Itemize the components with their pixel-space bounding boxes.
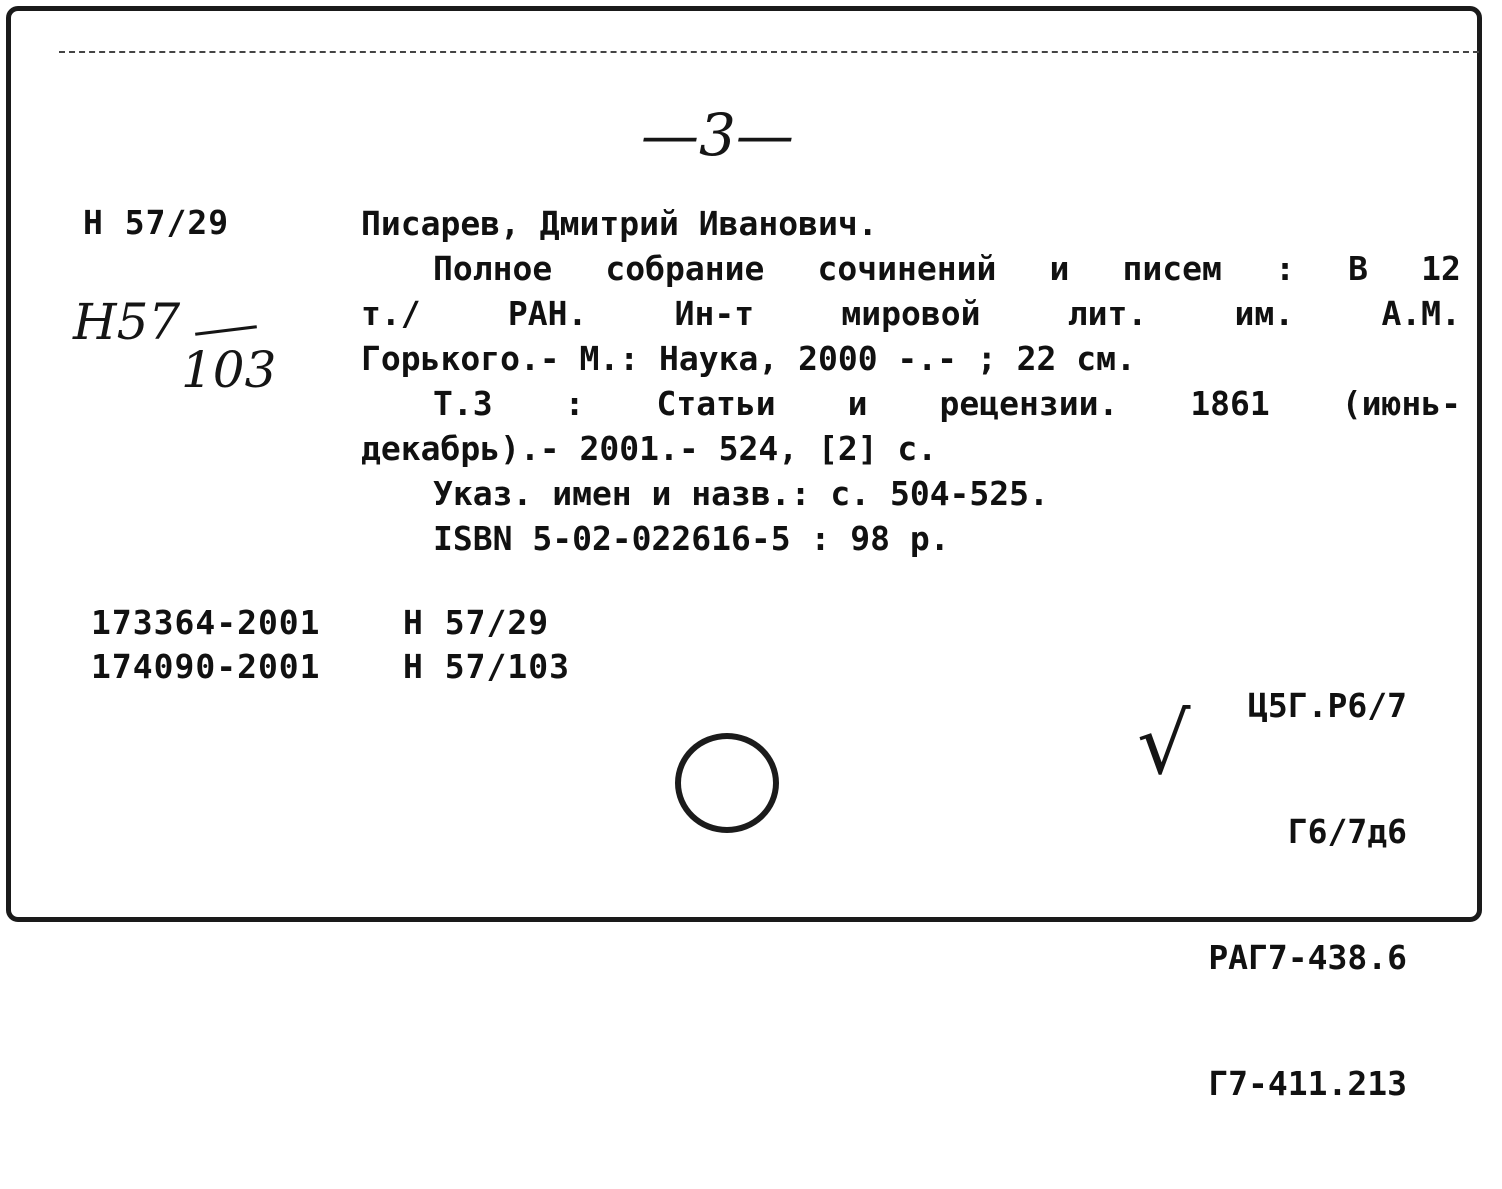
word: 12 <box>1421 249 1461 288</box>
volume-line-2: декабрь).- 2001.- 524, [2] с. <box>361 429 938 468</box>
word: Т.3 <box>433 384 493 423</box>
word: собрание <box>605 249 765 288</box>
handwritten-fraction-line <box>195 325 257 336</box>
bibliographic-entry <box>361 201 1461 561</box>
word: мировой <box>841 294 981 333</box>
inventory-shelf-1: Н 57/29 <box>403 603 550 642</box>
handwritten-shelf-bottom: 103 <box>181 341 277 399</box>
word: и <box>847 384 868 423</box>
card-punch-hole <box>675 733 779 833</box>
word: Полное <box>433 249 553 288</box>
word: т./ <box>361 294 421 333</box>
word: и <box>1049 249 1070 288</box>
word: лит. <box>1067 294 1148 333</box>
classification-code: РАГ7-438.6 <box>1208 938 1407 977</box>
word: В <box>1348 249 1368 288</box>
top-rule <box>59 51 1479 53</box>
title-line-2 <box>361 291 1461 336</box>
word: : <box>1275 249 1295 288</box>
classification-code: Ц5Г.Р6/7 <box>1248 686 1407 725</box>
word: А.М. <box>1381 294 1461 333</box>
inventory-shelf-2: Н 57/103 <box>403 647 570 686</box>
word: рецензии. <box>939 384 1119 423</box>
word: (июнь- <box>1341 384 1461 423</box>
word: сочинений <box>817 249 997 288</box>
index-note: Указ. имен и назв.: с. 504-525. <box>433 474 1049 513</box>
shelf-mark: Н 57/29 <box>83 203 230 242</box>
inventory-number-2: 174090-2001 <box>91 647 321 686</box>
classification-code: Г6/7д6 <box>1287 812 1407 851</box>
word: Статьи <box>656 384 776 423</box>
word: писем <box>1122 249 1222 288</box>
title-line-1 <box>361 246 1461 291</box>
author-heading: Писарев, Дмитрий Иванович. <box>361 204 878 243</box>
inventory-number-1: 173364-2001 <box>91 603 321 642</box>
word: Ин-т <box>674 294 755 333</box>
word: 1861 <box>1190 384 1270 423</box>
classification-code: Г7-411.213 <box>1208 1064 1407 1103</box>
word: РАН. <box>507 294 588 333</box>
classification-codes <box>1208 601 1407 1189</box>
word: им. <box>1234 294 1295 333</box>
check-mark: √ <box>1137 695 1191 793</box>
catalog-card <box>6 6 1482 1103</box>
volume-line-1 <box>361 381 1461 426</box>
word: : <box>564 384 585 423</box>
handwritten-shelf-top: Н57 <box>73 293 181 351</box>
isbn-line: ISBN 5-02-022616-5 : 98 р. <box>433 519 950 558</box>
page-number-mark: —3— <box>641 101 794 169</box>
title-line-3: Горького.- М.: Наука, 2000 -.- ; 22 см. <box>361 339 1136 378</box>
